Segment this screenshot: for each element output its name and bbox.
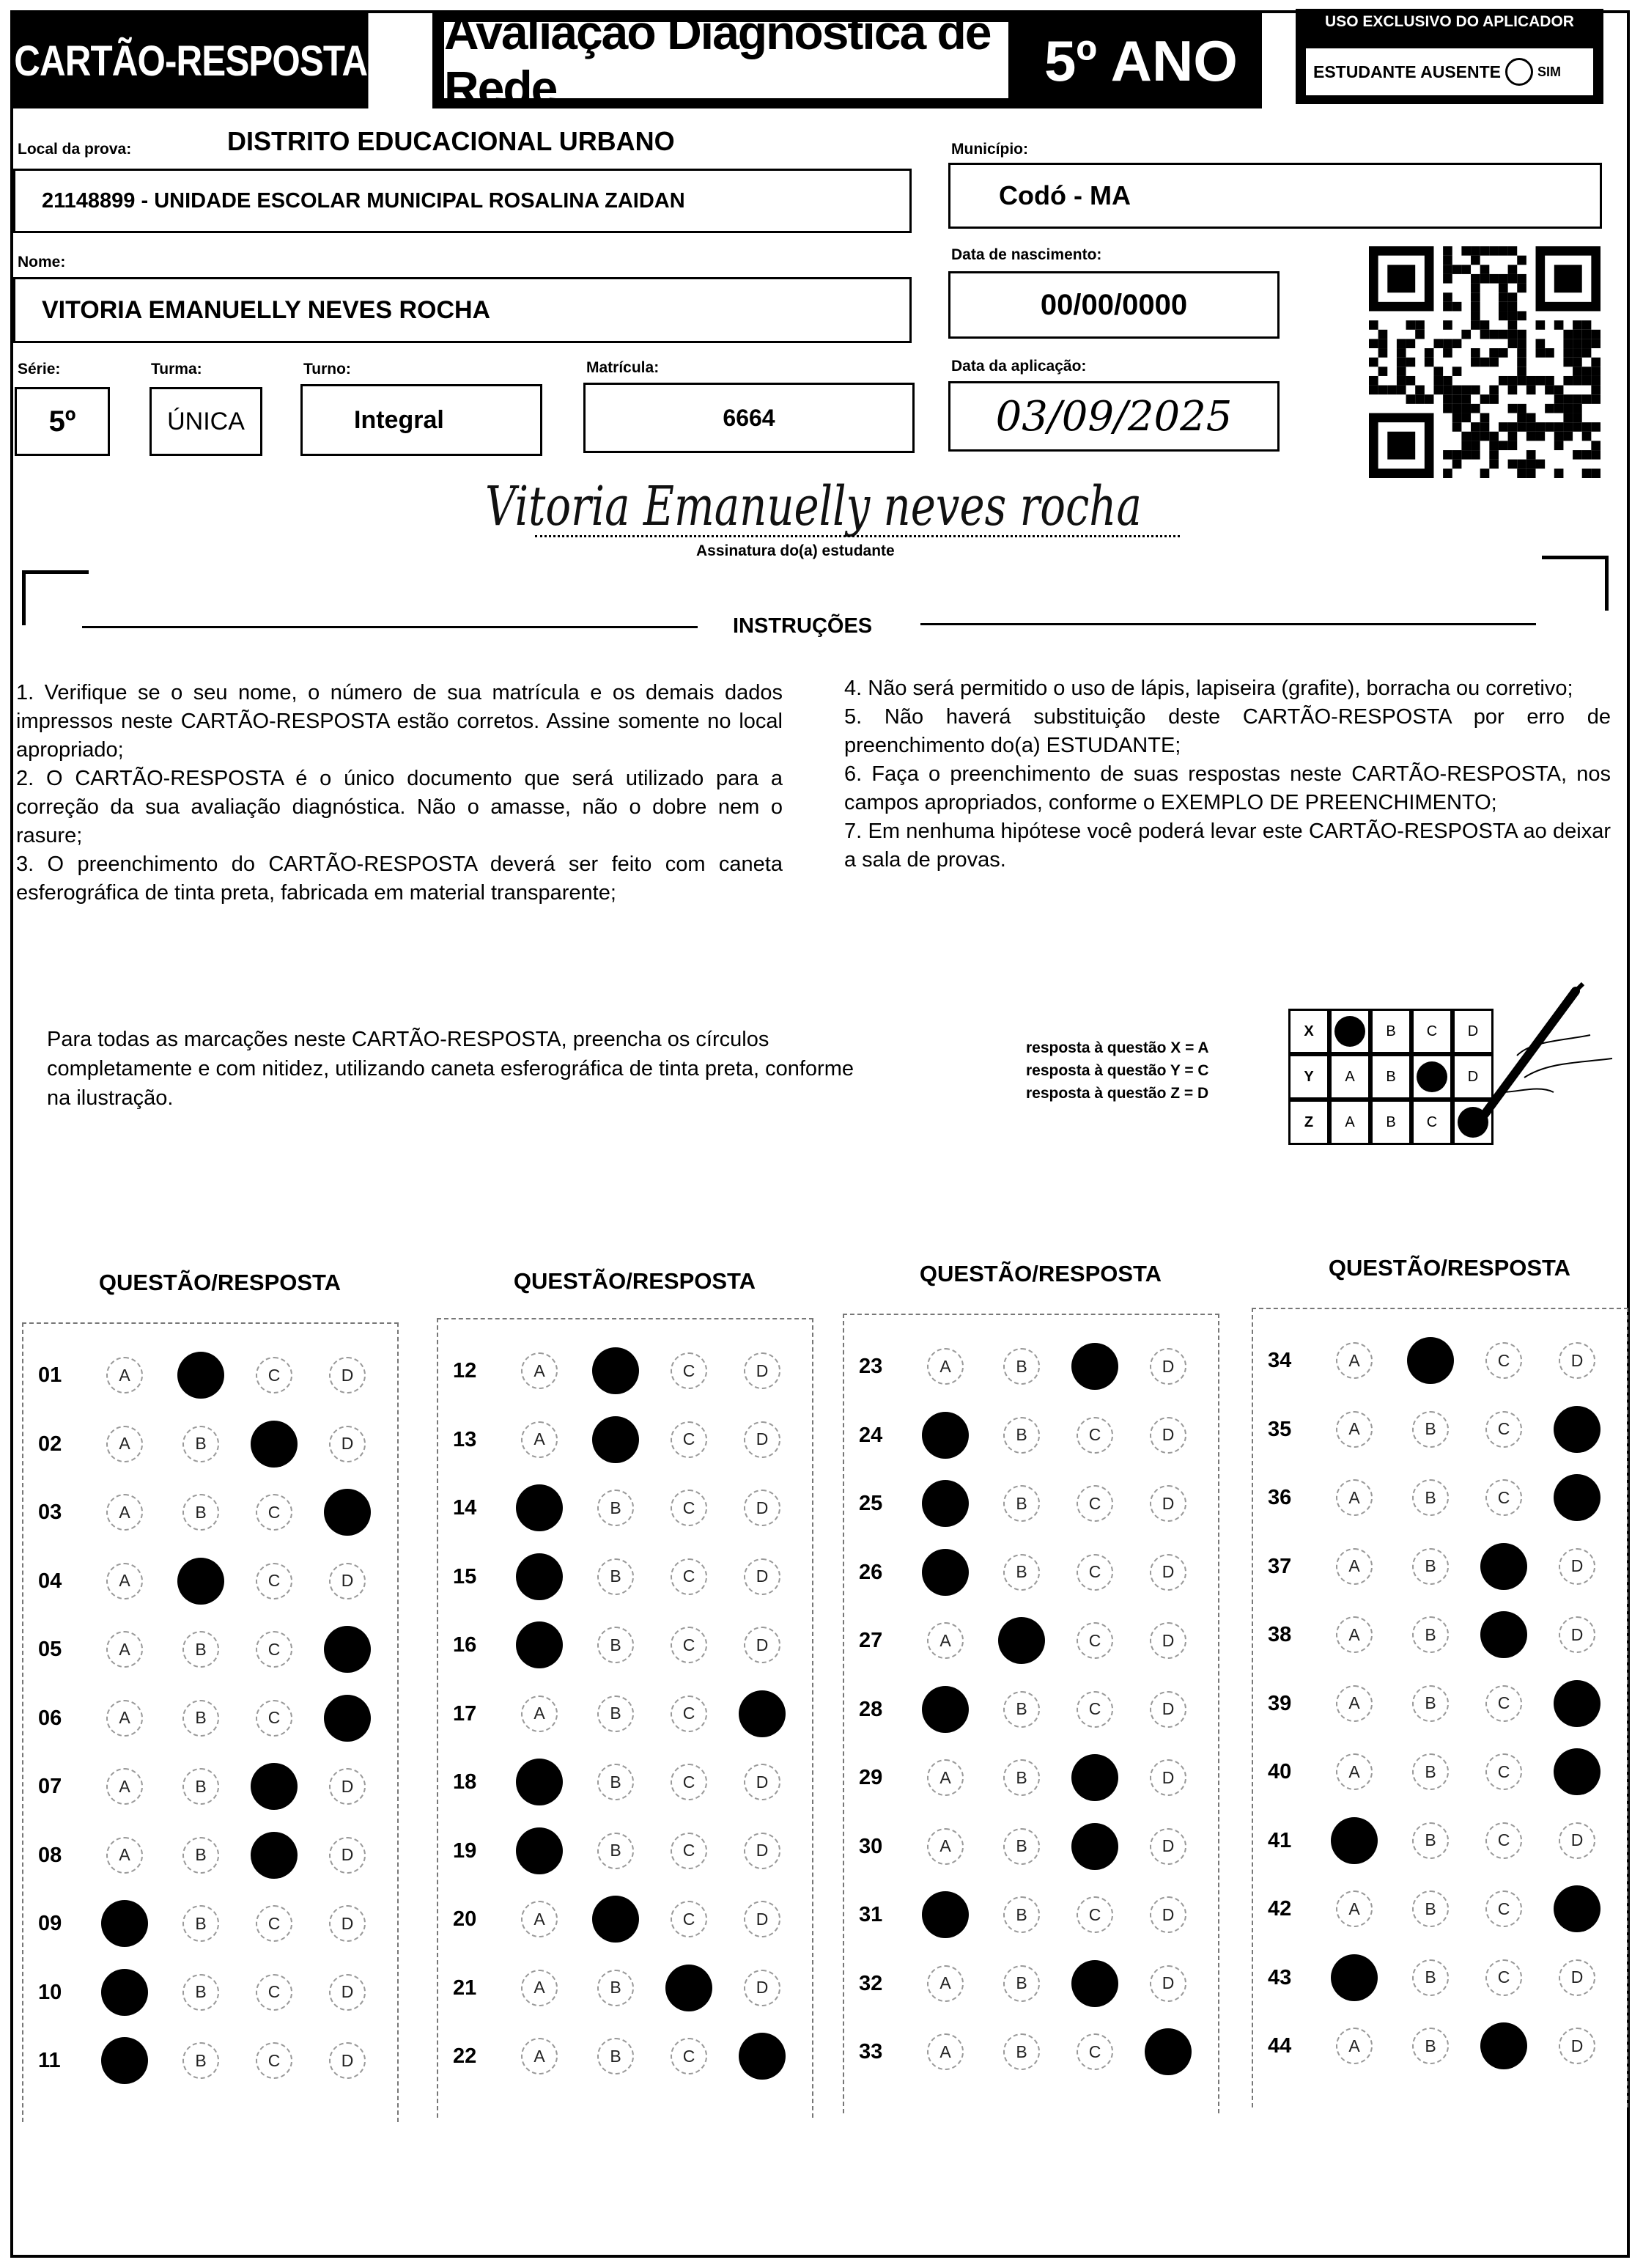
answer-bubble-b[interactable]: B: [182, 1768, 219, 1805]
answer-bubble-b[interactable]: B: [1003, 1348, 1040, 1385]
answer-bubble-c[interactable]: C: [256, 1631, 292, 1668]
answer-bubble-b[interactable]: B: [1003, 1828, 1040, 1865]
answer-bubble-c[interactable]: C: [1077, 1485, 1113, 1522]
question-number: 34: [1268, 1349, 1292, 1372]
answer-column-title: QUESTÃO/RESPOSTA: [919, 1261, 1162, 1286]
answer-bubble-a[interactable]: A: [106, 1563, 143, 1599]
answer-bubble-c[interactable]: [1480, 2022, 1527, 2069]
application-date-label: Data da aplicação:: [951, 358, 1087, 375]
answer-bubble-d[interactable]: D: [1559, 1548, 1595, 1585]
answer-bubble-b[interactable]: B: [182, 2042, 219, 2079]
example-bubble: D: [1452, 1054, 1494, 1100]
answer-bubble-c[interactable]: [1071, 1754, 1118, 1801]
answer-bubble-d[interactable]: [1145, 2028, 1192, 2075]
student-signature: Vitoria Emanuelly neves rocha: [485, 475, 1142, 538]
answer-bubble-a[interactable]: A: [106, 1357, 143, 1393]
answer-bubble-a[interactable]: [922, 1549, 969, 1596]
answer-bubble-a[interactable]: [516, 1621, 563, 1668]
applicator-title: USO EXCLUSIVO DO APLICADOR: [1325, 13, 1574, 30]
example-row-label: X: [1288, 1009, 1329, 1054]
answer-bubble-d[interactable]: D: [1150, 1965, 1186, 2002]
answer-bubble-c[interactable]: C: [671, 1901, 707, 1937]
answer-bubble-b[interactable]: [592, 1896, 639, 1943]
answer-bubble-d[interactable]: D: [1559, 1342, 1595, 1379]
matricula-label: Matrícula:: [586, 359, 660, 376]
answer-bubble-c[interactable]: C: [256, 1700, 292, 1737]
answer-bubble-c[interactable]: C: [671, 2038, 707, 2074]
example-bubble: A: [1329, 1100, 1370, 1145]
question-number: 42: [1268, 1897, 1292, 1921]
answer-bubble-d[interactable]: D: [1150, 1348, 1186, 1385]
answer-bubble-b[interactable]: B: [182, 1494, 219, 1531]
answer-bubble-b[interactable]: B: [597, 1764, 634, 1800]
instruction-6: 6. Faça o preenchimento de suas respostas neste CARTÃO-RESPOSTA, nos campos apropriados, conforme o EXEMPLO DE PREENCHIMENTO;: [844, 762, 1611, 814]
absent-option: SIM: [1537, 64, 1562, 79]
answer-bubble-b[interactable]: B: [1412, 1616, 1449, 1653]
answer-bubble-a[interactable]: A: [1336, 1479, 1373, 1516]
answer-bubble-a[interactable]: A: [521, 1352, 558, 1389]
question-number: 09: [38, 1912, 62, 1935]
answer-bubble-c[interactable]: C: [671, 1490, 707, 1526]
serie-value: 5º: [48, 405, 76, 438]
card-title: CARTÃO-RESPOSTA: [13, 13, 369, 108]
answer-bubble-d[interactable]: D: [1150, 1691, 1186, 1728]
answer-bubble-b[interactable]: B: [1003, 1759, 1040, 1796]
answer-bubble-b[interactable]: B: [597, 1490, 634, 1526]
answer-bubble-a[interactable]: [516, 1827, 563, 1874]
answer-bubble-b[interactable]: B: [1412, 1753, 1449, 1790]
question-number: 43: [1268, 1965, 1292, 1989]
question-number: 14: [453, 1496, 477, 1520]
question-number: 01: [38, 1363, 62, 1387]
answer-bubble-d[interactable]: [739, 2033, 786, 2080]
answer-bubble-c[interactable]: C: [671, 1764, 707, 1800]
answer-bubble-a[interactable]: A: [927, 1828, 964, 1865]
answer-bubble-a[interactable]: A: [1336, 1548, 1373, 1585]
question-number: 07: [38, 1775, 62, 1798]
municipio-label: Município:: [951, 141, 1028, 158]
instruction-1: 1. Verifique se o seu nome, o número de sua matrícula e os demais dados impressos neste CARTÃO-RESPOSTA estão corretos. Assine somente no local apropriado;: [16, 681, 783, 762]
answer-bubble-c[interactable]: [251, 1421, 298, 1468]
answer-bubble-b[interactable]: B: [1412, 1685, 1449, 1722]
answer-bubble-b[interactable]: B: [1003, 1485, 1040, 1522]
turno-value: Integral: [354, 405, 444, 434]
answer-bubble-d[interactable]: [324, 1626, 371, 1673]
answer-bubble-c[interactable]: C: [1485, 1411, 1522, 1448]
answer-bubble-a[interactable]: A: [521, 2038, 558, 2074]
answer-bubble-b[interactable]: B: [1003, 1691, 1040, 1728]
answer-bubble-a[interactable]: [101, 1969, 148, 2016]
answer-bubble-a[interactable]: A: [927, 1348, 964, 1385]
answer-bubble-d[interactable]: [1554, 1406, 1600, 1453]
answer-bubble-a[interactable]: [1331, 1817, 1378, 1864]
answer-bubble-d[interactable]: D: [1150, 1828, 1186, 1865]
answer-bubble-b[interactable]: [1407, 1337, 1454, 1384]
answer-bubble-c[interactable]: C: [1485, 1822, 1522, 1859]
matricula-value: 6664: [723, 404, 775, 431]
answer-bubble-c[interactable]: [665, 1965, 712, 2011]
answer-bubble-b[interactable]: B: [1412, 1890, 1449, 1927]
answer-bubble-a[interactable]: [516, 1484, 563, 1531]
instruction-2: 2. O CARTÃO-RESPOSTA é o único documento que será utilizado para a correção da sua avaliação diagnóstica. Não o amasse, não o dobre nem o rasure;: [16, 767, 783, 847]
instruction-4: 4. Não será permitido o uso de lápis, lapiseira (grafite), borracha ou corretivo;: [844, 677, 1573, 700]
student-name: VITORIA EMANUELLY NEVES ROCHA: [42, 295, 491, 324]
answer-bubble-b[interactable]: B: [1412, 1822, 1449, 1859]
exam-title: Avaliação Diagnóstica de Rede: [444, 22, 1008, 98]
answer-bubble-a[interactable]: A: [106, 1700, 143, 1737]
example-bubble: B: [1370, 1054, 1411, 1100]
answer-bubble-d[interactable]: [1554, 1885, 1600, 1932]
example-legend-z: resposta à questão Z = D: [1026, 1085, 1209, 1102]
answer-bubble-b[interactable]: [177, 1352, 224, 1399]
birth-date: 00/00/0000: [1040, 288, 1188, 321]
answer-bubble-b[interactable]: [592, 1347, 639, 1394]
answer-bubble-d[interactable]: D: [329, 1357, 366, 1393]
answer-bubble-a[interactable]: A: [106, 1426, 143, 1462]
example-legend-x: resposta à questão X = A: [1026, 1039, 1209, 1056]
answer-bubble-b[interactable]: [998, 1617, 1045, 1664]
example-row-label: Y: [1288, 1054, 1329, 1100]
example-bubble: C: [1411, 1009, 1452, 1054]
answer-bubble-b[interactable]: B: [1412, 1411, 1449, 1448]
answer-bubble-c[interactable]: C: [1077, 1896, 1113, 1933]
answer-bubble-d[interactable]: [739, 1690, 786, 1737]
answer-bubble-b[interactable]: B: [182, 1631, 219, 1668]
answer-bubble-b[interactable]: B: [1003, 1554, 1040, 1591]
answer-bubble-a[interactable]: [101, 2037, 148, 2084]
answer-bubble-a[interactable]: [922, 1480, 969, 1527]
answer-bubble-a[interactable]: A: [521, 1421, 558, 1458]
answer-bubble-c[interactable]: C: [671, 1421, 707, 1458]
answer-bubble-b[interactable]: B: [597, 1696, 634, 1732]
answer-bubble-d[interactable]: D: [329, 1426, 366, 1462]
example-bubble: C: [1411, 1100, 1452, 1145]
answer-bubble-b[interactable]: B: [182, 1700, 219, 1737]
signature-label: Assinatura do(a) estudante: [696, 542, 895, 559]
answer-bubble-c[interactable]: C: [671, 1352, 707, 1389]
question-number: 19: [453, 1838, 477, 1863]
answer-bubble-a[interactable]: A: [927, 1965, 964, 2002]
answer-bubble-a[interactable]: A: [927, 1622, 964, 1659]
answer-bubble-b[interactable]: B: [1412, 1479, 1449, 1516]
answer-bubble-c[interactable]: [251, 1832, 298, 1879]
answer-bubble-b[interactable]: B: [597, 1558, 634, 1595]
answer-bubble-b[interactable]: B: [1003, 1417, 1040, 1454]
answer-bubble-b[interactable]: B: [1003, 1896, 1040, 1933]
question-number: 17: [453, 1701, 477, 1726]
question-number: 12: [453, 1359, 477, 1382]
instruction-7: 7. Em nenhuma hipótese você poderá levar este CARTÃO-RESPOSTA ao deixar a sala de provas.: [844, 820, 1611, 872]
answer-column-title: QUESTÃO/RESPOSTA: [98, 1270, 341, 1295]
answer-bubble-c[interactable]: C: [671, 1558, 707, 1595]
answer-bubble-c[interactable]: [1071, 1823, 1118, 1870]
answer-bubble-b[interactable]: B: [1412, 2028, 1449, 2064]
answer-bubble-c[interactable]: C: [256, 1563, 292, 1599]
answer-bubble-b[interactable]: B: [1003, 1965, 1040, 2002]
example-legend-y: resposta à questão Y = C: [1026, 1062, 1209, 1079]
question-number: 27: [859, 1629, 883, 1652]
example-bubble: B: [1370, 1100, 1411, 1145]
answer-bubble-b[interactable]: B: [597, 2038, 634, 2074]
question-number: 44: [1268, 2034, 1292, 2058]
serie-label: Série:: [18, 361, 61, 378]
answer-bubble-a[interactable]: [922, 1412, 969, 1459]
question-number: 28: [859, 1697, 883, 1721]
answer-bubble-c[interactable]: C: [1485, 1890, 1522, 1927]
answer-bubble-c[interactable]: C: [671, 1627, 707, 1663]
question-number: 18: [453, 1770, 477, 1794]
answer-bubble-c[interactable]: C: [256, 1905, 292, 1942]
example-bubble: B: [1370, 1009, 1411, 1054]
question-number: 02: [38, 1432, 62, 1456]
name-label: Nome:: [18, 254, 66, 270]
answer-bubble-a[interactable]: A: [1336, 1685, 1373, 1722]
answer-bubble-a[interactable]: A: [521, 1696, 558, 1732]
municipio-value: Codó - MA: [999, 180, 1131, 210]
question-number: 25: [859, 1492, 883, 1515]
answer-bubble-d[interactable]: D: [329, 1837, 366, 1874]
answer-bubble-a[interactable]: [516, 1553, 563, 1600]
answer-bubble-d[interactable]: [324, 1695, 371, 1742]
answer-bubble-d[interactable]: D: [1559, 1959, 1595, 1996]
answer-bubble-c[interactable]: C: [1077, 2033, 1113, 2070]
question-number: 24: [859, 1423, 883, 1447]
question-number: 22: [453, 2044, 477, 2068]
answer-bubble-a[interactable]: A: [927, 2033, 964, 2070]
answer-bubble-b[interactable]: B: [182, 1974, 219, 2011]
answer-bubble-c[interactable]: C: [1485, 1959, 1522, 1996]
answer-bubble-b[interactable]: B: [597, 1627, 634, 1663]
answer-bubble-d[interactable]: [1554, 1748, 1600, 1795]
question-number: 03: [38, 1501, 62, 1524]
answer-bubble-d[interactable]: D: [329, 1768, 366, 1805]
answer-bubble-c[interactable]: C: [256, 1974, 292, 2011]
answer-bubble-b[interactable]: B: [182, 1426, 219, 1462]
answer-bubble-b[interactable]: B: [1412, 1548, 1449, 1585]
answer-bubble-a[interactable]: A: [106, 1494, 143, 1531]
answer-bubble-c[interactable]: [1480, 1543, 1527, 1590]
example-bubble: A: [1329, 1054, 1370, 1100]
turma-value: ÚNICA: [167, 407, 245, 435]
answer-bubble-d[interactable]: D: [1150, 1485, 1186, 1522]
answer-bubble-c[interactable]: C: [1077, 1554, 1113, 1591]
answer-bubble-a[interactable]: [101, 1900, 148, 1947]
question-number: 33: [859, 2040, 883, 2063]
answer-bubble-d[interactable]: D: [744, 1558, 780, 1595]
answer-bubble-b[interactable]: [592, 1416, 639, 1463]
question-number: 16: [453, 1633, 477, 1657]
question-number: 23: [859, 1355, 883, 1378]
birth-label: Data de nascimento:: [951, 246, 1102, 263]
answer-bubble-a[interactable]: [1331, 1954, 1378, 2001]
answer-bubble-d[interactable]: D: [744, 1764, 780, 1800]
answer-bubble-d[interactable]: D: [1150, 1896, 1186, 1933]
answer-bubble-d[interactable]: D: [329, 1974, 366, 2011]
question-number: 10: [38, 1980, 62, 2004]
answer-bubble-a[interactable]: A: [521, 1970, 558, 2006]
fill-instruction: Para todas as marcações neste CARTÃO-RESPOSTA, preencha os círculos completamente e com nitidez, utilizando caneta esferográfica de tinta preta, conforme na ilustração.: [47, 1028, 854, 1110]
absent-label: ESTUDANTE AUSENTE: [1313, 62, 1501, 81]
answer-bubble-d[interactable]: D: [744, 1833, 780, 1869]
question-number: 41: [1268, 1828, 1292, 1852]
answer-bubble-d[interactable]: D: [744, 1901, 780, 1937]
answer-bubble-a[interactable]: A: [1336, 1411, 1373, 1448]
question-number: 32: [859, 1971, 883, 1995]
answer-bubble-a[interactable]: A: [1336, 1890, 1373, 1927]
answer-bubble-c[interactable]: C: [1485, 1342, 1522, 1379]
answer-bubble-c[interactable]: C: [256, 1357, 292, 1393]
answer-bubble-a[interactable]: A: [106, 1631, 143, 1668]
answer-bubble-d[interactable]: D: [744, 1490, 780, 1526]
answer-bubble-c[interactable]: C: [256, 1494, 292, 1531]
answer-bubble-a[interactable]: A: [521, 1901, 558, 1937]
answer-bubble-a[interactable]: A: [927, 1759, 964, 1796]
answer-bubble-d[interactable]: D: [744, 1627, 780, 1663]
instruction-3: 3. O preenchimento do CARTÃO-RESPOSTA deverá ser feito com caneta esferográfica de tinta preta, fabricada em material transparente;: [16, 853, 783, 905]
answer-bubble-d[interactable]: D: [1150, 1759, 1186, 1796]
district: DISTRITO EDUCACIONAL URBANO: [227, 126, 675, 156]
answer-bubble-b[interactable]: B: [1003, 2033, 1040, 2070]
answer-bubble-d[interactable]: D: [1559, 1616, 1595, 1653]
question-number: 05: [38, 1638, 62, 1661]
answer-bubble-c[interactable]: C: [256, 2042, 292, 2079]
answer-bubble-c[interactable]: C: [1485, 1753, 1522, 1790]
answer-bubble-a[interactable]: A: [106, 1768, 143, 1805]
school-name: 21148899 - UNIDADE ESCOLAR MUNICIPAL ROSALINA ZAIDAN: [42, 188, 685, 213]
question-number: 36: [1268, 1486, 1292, 1509]
question-number: 08: [38, 1843, 62, 1867]
answer-bubble-d[interactable]: D: [329, 2042, 366, 2079]
answer-bubble-a[interactable]: [922, 1891, 969, 1938]
answer-bubble-d[interactable]: D: [329, 1905, 366, 1942]
question-number: 35: [1268, 1417, 1292, 1441]
answer-bubble-d[interactable]: D: [744, 1352, 780, 1389]
example-row-label: Z: [1288, 1100, 1329, 1145]
question-number: 31: [859, 1903, 883, 1926]
grade-label: 5º ANO: [1020, 13, 1262, 108]
question-number: 13: [453, 1427, 477, 1451]
answer-bubble-d[interactable]: D: [1559, 1822, 1595, 1859]
example-bubble: D: [1452, 1009, 1494, 1054]
answer-bubble-d[interactable]: D: [1150, 1622, 1186, 1659]
answer-bubble-d[interactable]: D: [329, 1563, 366, 1599]
question-number: 37: [1268, 1554, 1292, 1578]
answer-bubble-a[interactable]: [516, 1759, 563, 1805]
answer-bubble-c[interactable]: C: [671, 1696, 707, 1732]
answer-column-title: QUESTÃO/RESPOSTA: [1328, 1255, 1571, 1281]
question-number: 39: [1268, 1691, 1292, 1715]
answer-bubble-c[interactable]: C: [1485, 1479, 1522, 1516]
answer-bubble-a[interactable]: A: [1336, 1616, 1373, 1653]
question-number: 06: [38, 1706, 62, 1730]
answer-bubble-d[interactable]: D: [744, 1970, 780, 2006]
answer-bubble-a[interactable]: A: [1336, 1342, 1373, 1379]
answer-bubble-b[interactable]: B: [182, 1905, 219, 1942]
answer-bubble-c[interactable]: C: [1077, 1622, 1113, 1659]
application-date: 03/09/2025: [995, 392, 1233, 441]
answer-bubble-d[interactable]: D: [1150, 1417, 1186, 1454]
question-number: 38: [1268, 1623, 1292, 1646]
question-number: 26: [859, 1560, 883, 1584]
answer-bubble-a[interactable]: A: [106, 1837, 143, 1874]
answer-bubble-d[interactable]: D: [1150, 1554, 1186, 1591]
answer-bubble-c[interactable]: [1071, 1960, 1118, 2007]
answer-bubble-c[interactable]: [251, 1763, 298, 1810]
answer-bubble-a[interactable]: A: [1336, 1753, 1373, 1790]
answer-bubble-b[interactable]: B: [597, 1970, 634, 2006]
answer-bubble-b[interactable]: B: [597, 1833, 634, 1869]
turno-label: Turno:: [303, 361, 351, 378]
answer-bubble-a[interactable]: A: [1336, 2028, 1373, 2064]
answer-bubble-d[interactable]: [1554, 1680, 1600, 1727]
instruction-5: 5. Não haverá substituição deste CARTÃO-RESPOSTA por erro de preenchimento do(a) ESTUDANTE;: [844, 705, 1611, 757]
answer-column-title: QUESTÃO/RESPOSTA: [513, 1268, 756, 1294]
question-number: 11: [38, 2049, 61, 2072]
answer-bubble-c[interactable]: C: [671, 1833, 707, 1869]
answer-bubble-c[interactable]: C: [1077, 1691, 1113, 1728]
answer-bubble-d[interactable]: [324, 1489, 371, 1536]
answer-bubble-a[interactable]: [922, 1686, 969, 1733]
question-number: 15: [453, 1564, 477, 1588]
answer-bubble-b[interactable]: B: [1412, 1959, 1449, 1996]
local-label: Local da prova:: [18, 141, 132, 158]
question-number: 29: [859, 1766, 883, 1789]
answer-bubble-c[interactable]: [1480, 1611, 1527, 1658]
answer-bubble-d[interactable]: [1554, 1474, 1600, 1521]
answer-bubble-c[interactable]: C: [1077, 1417, 1113, 1454]
question-number: 04: [38, 1569, 62, 1593]
answer-bubble-c[interactable]: C: [1485, 1685, 1522, 1722]
answer-bubble-b[interactable]: B: [182, 1837, 219, 1874]
answer-bubble-d[interactable]: D: [744, 1421, 780, 1458]
answer-bubble-d[interactable]: D: [1559, 2028, 1595, 2064]
question-number: 20: [453, 1907, 477, 1931]
instructions-title: INSTRUÇÕES: [733, 614, 873, 638]
answer-bubble-c[interactable]: [1071, 1343, 1118, 1390]
answer-bubble-b[interactable]: [177, 1558, 224, 1605]
question-number: 40: [1268, 1760, 1292, 1783]
question-number: 30: [859, 1834, 883, 1858]
question-number: 21: [453, 1976, 477, 2000]
turma-label: Turma:: [151, 361, 202, 378]
